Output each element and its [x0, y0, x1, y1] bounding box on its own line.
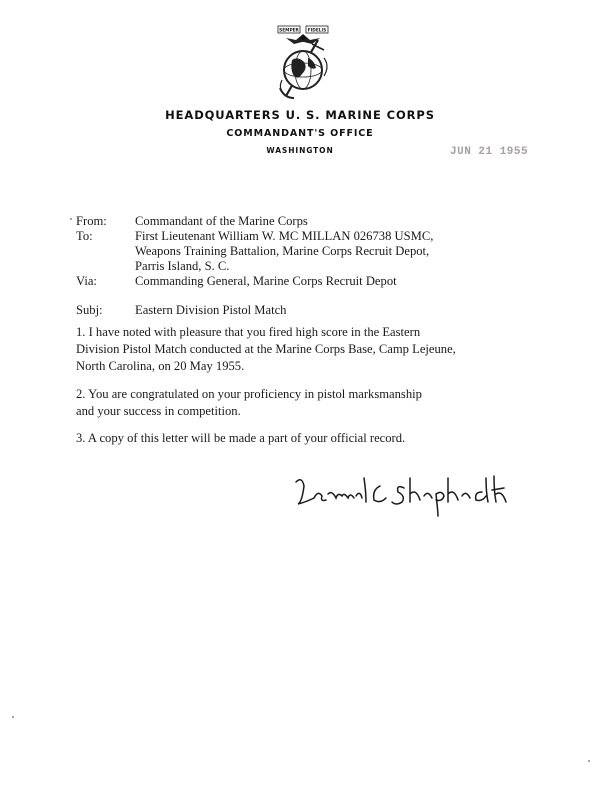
- paragraph-1-line: North Carolina, on 20 May 1955.: [76, 359, 245, 373]
- subject-value: Eastern Division Pistol Match: [135, 303, 287, 317]
- paragraph-2-line: 2. You are congratulated on your proficiency in pistol marksmanship: [76, 387, 422, 401]
- to-label: To:: [76, 229, 93, 243]
- from-label: From:: [76, 214, 107, 228]
- letterhead-office: COMMANDANT'S OFFICE: [226, 128, 374, 139]
- paragraph-2-line: and your success in competition.: [76, 404, 241, 418]
- paragraph-3: [76, 430, 546, 447]
- speck: [70, 218, 72, 220]
- motto-left: SEMPER: [279, 28, 299, 34]
- via-label: Via:: [76, 274, 97, 288]
- paragraph-1: [76, 324, 546, 375]
- motto-right: FIDELIS: [307, 28, 327, 34]
- marine-corps-emblem-icon: [258, 18, 348, 108]
- date-stamp: JUN 21 1955: [450, 146, 529, 158]
- letterhead-title: HEADQUARTERS U. S. MARINE CORPS: [165, 108, 435, 122]
- paragraph-2: [76, 386, 546, 420]
- paragraph-1-line: Division Pistol Match conducted at the Marine Corps Base, Camp Lejeune,: [76, 342, 456, 356]
- signature: [292, 472, 522, 522]
- to-line-1: First Lieutenant William W. MC MILLAN 026738 USMC,: [135, 229, 434, 243]
- speck: [12, 716, 14, 718]
- to-line-3: Parris Island, S. C.: [135, 259, 230, 273]
- paragraph-1-line: 1. I have noted with pleasure that you fired high score in the Eastern: [76, 325, 421, 339]
- to-line-2: Weapons Training Battalion, Marine Corps Recruit Depot,: [135, 244, 430, 258]
- letterhead-city: WASHINGTON: [266, 146, 334, 155]
- via-value: Commanding General, Marine Corps Recruit Depot: [135, 274, 397, 288]
- speck: [588, 760, 590, 762]
- subject-label: Subj:: [76, 303, 103, 317]
- paragraph-3-line: 3. A copy of this letter will be made a part of your official record.: [76, 431, 406, 445]
- from-value: Commandant of the Marine Corps: [135, 214, 308, 228]
